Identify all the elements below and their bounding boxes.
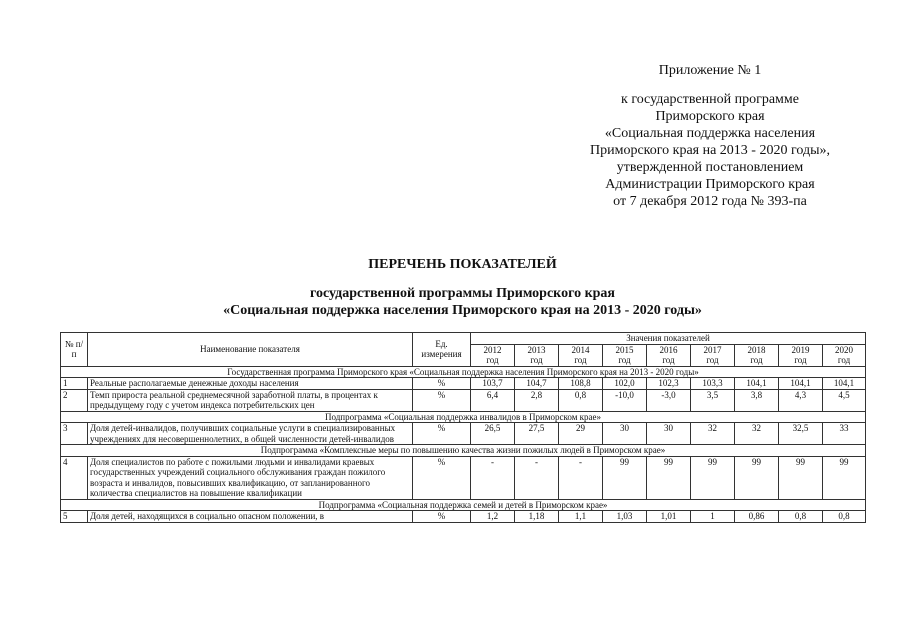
row-num: 2 (61, 389, 88, 411)
header-year-suffix: год (837, 355, 851, 365)
header-year-number: 2015 (615, 344, 634, 355)
row-value: 30 (603, 423, 647, 445)
heading-sub1: государственной программы Приморского края (310, 286, 615, 301)
table-row (61, 511, 866, 523)
header-year-suffix: год (706, 355, 719, 365)
document-heading (60, 256, 865, 319)
row-name: Доля специалистов по работе с пожилыми людьми и инвалидами краевых государственных учреждений социального обслуживания граждан пожилого возраста и инвалидов, повысивших квалификацию, от запланированного количества специалистов на повышение квалификации (88, 456, 413, 499)
row-value: 0,8 (559, 389, 603, 411)
section-title: Подпрограмма «Социальная поддержка семей и детей в Приморском крае» (61, 499, 866, 511)
row-value: 99 (735, 456, 779, 499)
row-value: 0,8 (779, 511, 823, 523)
row-value: 99 (823, 456, 866, 499)
row-value: 102,3 (647, 378, 691, 390)
appendix-line: утвержденной постановлением (616, 160, 804, 175)
row-value: -10,0 (603, 389, 647, 411)
row-unit: % (413, 389, 471, 411)
header-year-suffix: год (662, 355, 675, 365)
row-value: 27,5 (515, 423, 559, 445)
row-value: 3,8 (735, 389, 779, 411)
header-year-number: 2019 (791, 344, 810, 355)
row-unit: % (413, 511, 471, 523)
table-row (61, 389, 866, 411)
header-year-suffix: год (530, 355, 543, 365)
table-row (61, 378, 866, 390)
appendix-title: Приложение № 1 (658, 63, 762, 78)
row-value: - (471, 456, 515, 499)
header-num: № п/п (61, 333, 88, 367)
appendix-block (560, 62, 860, 210)
row-value: 108,8 (559, 378, 603, 390)
header-year-suffix: год (618, 355, 631, 365)
row-value: 30 (647, 423, 691, 445)
row-value: 0,86 (735, 511, 779, 523)
row-value: 99 (647, 456, 691, 499)
header-year-suffix: год (750, 355, 763, 365)
appendix-line: к государственной программе (621, 92, 799, 107)
row-name: Доля детей-инвалидов, получивших социальные услуги в специализированных учреждениях для несовершеннолетних, в общей численности детей-инвалидов (88, 423, 413, 445)
header-year-suffix: год (486, 355, 499, 365)
row-value: 3,5 (691, 389, 735, 411)
header-year-number: 2018 (747, 344, 766, 355)
section-row (61, 445, 866, 457)
row-value: 99 (691, 456, 735, 499)
header-year (647, 344, 691, 366)
table-row (61, 423, 866, 445)
row-value: 4,3 (779, 389, 823, 411)
row-value: 99 (603, 456, 647, 499)
header-year-number: 2014 (571, 344, 590, 355)
header-year (823, 344, 866, 366)
row-value: 32 (735, 423, 779, 445)
header-year (515, 344, 559, 366)
row-value: 1 (691, 511, 735, 523)
row-value: 0,8 (823, 511, 866, 523)
appendix-line: Приморского края (655, 109, 765, 124)
header-year-number: 2012 (483, 344, 502, 355)
row-value: - (559, 456, 603, 499)
appendix-line: «Социальная поддержка населения (604, 126, 816, 141)
header-year-suffix: год (574, 355, 587, 365)
header-name: Наименование показателя (88, 333, 413, 367)
table-row (61, 456, 866, 499)
row-value: 102,0 (603, 378, 647, 390)
row-value: 1,03 (603, 511, 647, 523)
header-year-number: 2020 (835, 344, 853, 355)
row-value: 26,5 (471, 423, 515, 445)
header-year (559, 344, 603, 366)
row-value: 104,1 (735, 378, 779, 390)
row-value: 32,5 (779, 423, 823, 445)
header-year-number: 2016 (659, 344, 678, 355)
row-value: 103,7 (471, 378, 515, 390)
appendix-line: Приморского края на 2013 - 2020 годы», (589, 143, 830, 158)
section-row (61, 411, 866, 423)
row-value: 1,1 (559, 511, 603, 523)
section-title: Подпрограмма «Социальная поддержка инвалидов в Приморском крае» (61, 411, 866, 423)
row-num: 4 (61, 456, 88, 499)
header-year-number: 2013 (527, 344, 546, 355)
row-value: 29 (559, 423, 603, 445)
row-value: 104,1 (823, 378, 866, 390)
row-value: 2,8 (515, 389, 559, 411)
header-year-number: 2017 (703, 344, 722, 355)
row-value: 33 (823, 423, 866, 445)
row-unit: % (413, 423, 471, 445)
row-value: 99 (779, 456, 823, 499)
appendix-line: Администрации Приморского края (605, 177, 815, 192)
heading-main: ПЕРЕЧЕНЬ ПОКАЗАТЕЛЕЙ (368, 257, 557, 272)
section-title: Подпрограмма «Комплексные меры по повышению качества жизни пожилых людей в Приморском крае» (61, 445, 866, 457)
row-value: 104,1 (779, 378, 823, 390)
row-name: Реальные располагаемые денежные доходы населения (88, 378, 413, 390)
row-value: -3,0 (647, 389, 691, 411)
header-year (603, 344, 647, 366)
row-value: 32 (691, 423, 735, 445)
appendix-line: от 7 декабря 2012 года № 393-па (613, 194, 807, 209)
indicators-table (60, 332, 866, 523)
row-num: 3 (61, 423, 88, 445)
section-row (61, 366, 866, 378)
row-value: 1,01 (647, 511, 691, 523)
header-values: Значения показателей (471, 333, 866, 345)
header-year-suffix: год (794, 355, 807, 365)
header-year (735, 344, 779, 366)
row-value: 1,2 (471, 511, 515, 523)
header-year (779, 344, 823, 366)
row-name: Доля детей, находящихся в социально опасном положении, в (88, 511, 413, 523)
row-unit: % (413, 456, 471, 499)
row-unit: % (413, 378, 471, 390)
header-year (471, 344, 515, 366)
header-year (691, 344, 735, 366)
section-title: Государственная программа Приморского края «Социальная поддержка населения Приморского края на 2013 - 2020 годы» (61, 366, 866, 378)
row-num: 5 (61, 511, 88, 523)
row-value: - (515, 456, 559, 499)
row-value: 4,5 (823, 389, 866, 411)
row-name: Темп прироста реальной среднемесячной заработной платы, в процентах к предыдущему году с учетом индекса потребительских цен (88, 389, 413, 411)
row-value: 104,7 (515, 378, 559, 390)
heading-sub2: «Социальная поддержка населения Приморского края на 2013 - 2020 годы» (223, 303, 702, 318)
row-value: 6,4 (471, 389, 515, 411)
row-value: 1,18 (515, 511, 559, 523)
row-num: 1 (61, 378, 88, 390)
header-unit: Ед. измерения (413, 333, 471, 367)
row-value: 103,3 (691, 378, 735, 390)
section-row (61, 499, 866, 511)
